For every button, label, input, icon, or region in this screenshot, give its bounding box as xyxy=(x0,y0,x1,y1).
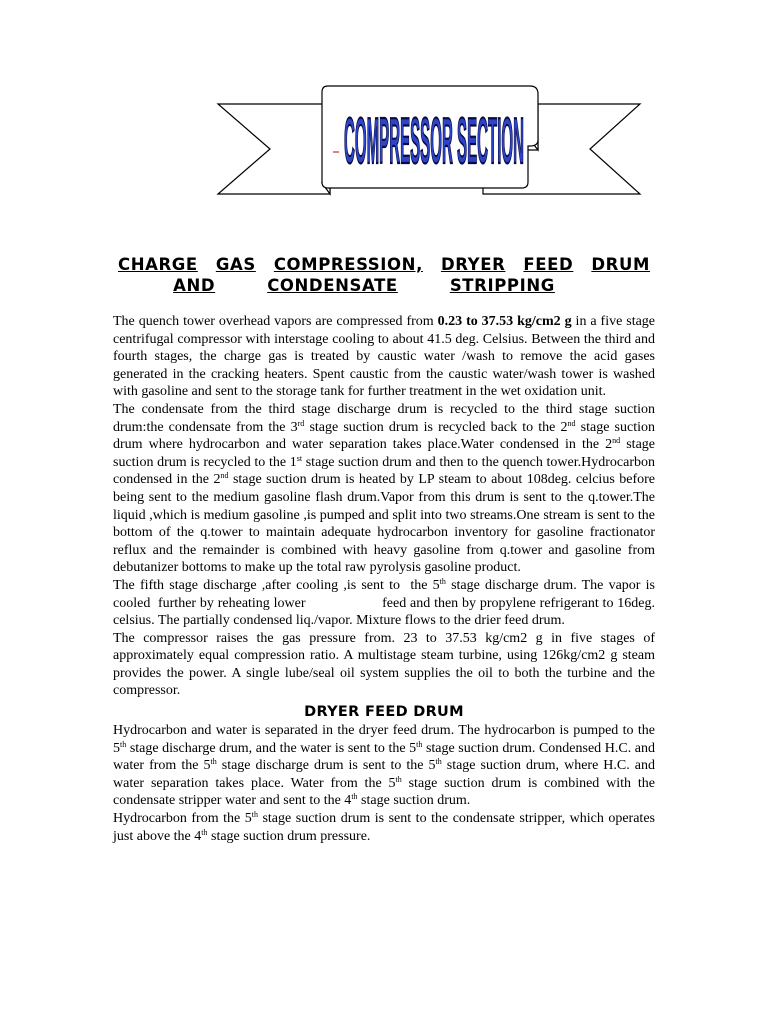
ordinal-suffix: nd xyxy=(612,436,621,446)
text-run: stage suction drum and then to the quench tower.Hydrocarbon condensed in the 2 xyxy=(113,454,655,488)
paragraph-dryer xyxy=(113,722,655,810)
text-run: stage suction drum is sent to the condensate stripper, which operates just above the 4 xyxy=(113,811,655,844)
text-run: stage suction drum. xyxy=(357,793,471,809)
text-run: stage suction drum, where H.C. and water separation takes place. Water from the 5 xyxy=(113,758,655,791)
paragraph-condensate xyxy=(113,401,655,577)
ordinal-suffix: st xyxy=(296,453,303,463)
text-run: The fifth stage discharge ,after cooling ,is sent to the 5 xyxy=(113,577,440,593)
heading-line-2 xyxy=(118,275,650,296)
text-run: stage suction drum pressure. xyxy=(207,828,371,844)
text-run: stage suction drum where hydrocarbon and water separation takes place.Water condensed in the 2 xyxy=(113,419,655,453)
document-heading xyxy=(118,254,650,296)
text-run: stage suction drum is combined with the condensate stripper water and sent to the 4 xyxy=(113,775,656,809)
paragraph-fifth-stage xyxy=(113,576,659,630)
text-run: stage suction drum is recycled to the 1 xyxy=(113,437,655,470)
heading-word: AND xyxy=(173,276,216,295)
text-run: Hydrocarbon and water is separated in the dryer feed drum. The hydrocarbon is pumped to the 5 xyxy=(113,723,655,756)
heading-word: DRYER xyxy=(440,255,506,274)
text-run: The quench tower overhead vapors are compressed from xyxy=(113,314,438,329)
text-run: stage suction drum is recycled back to the 2 xyxy=(304,419,568,435)
section-title-dryer-feed-drum: DRYER FEED DRUM xyxy=(304,704,464,721)
text-run: in a five stage centrifugal compressor with interstage cooling to about 41.5 deg. Celsius. Between the third and fourth stages, the charge gas is treated by caustic water /wash to remove the acid gases generated in the cracking heaters. Spent caustic from the caustic water/wash tower is washed with gasoline and sent to the storage tank for further treatment in the wet oxidation unit. xyxy=(113,314,656,400)
text-run: stage discharge drum. The vapor is cooled further by reheating lower feed and then by propylene refrigerant to 16deg. celsius. The partially condensed liq./vapor. Mixture flows to the drier feed drum. xyxy=(113,577,659,629)
paragraph-compression xyxy=(113,313,655,401)
document-body xyxy=(113,313,659,845)
text-run: stage discharge drum, and the water is sent to the 5 xyxy=(126,740,417,756)
ordinal-suffix: th xyxy=(251,810,258,820)
ordinal-suffix: th xyxy=(351,792,358,802)
ordinal-suffix: th xyxy=(416,739,423,749)
heading-line-1 xyxy=(118,254,650,275)
ordinal-suffix: nd xyxy=(567,418,576,428)
heading-word: GAS xyxy=(215,255,256,274)
ordinal-suffix: th xyxy=(439,576,446,586)
banner-title: COMPRESSOR SECTION xyxy=(344,103,525,178)
banner-left-tail xyxy=(218,104,330,194)
heading-word: CHARGE xyxy=(118,255,198,274)
text-run: The condensate from the third stage discharge drum is recycled to the third stage suction drum:the condensate from the 3 xyxy=(113,401,655,435)
heading-word: STRIPPING xyxy=(449,276,555,295)
text-run: Hydrocarbon from the 5 xyxy=(113,811,252,827)
ordinal-suffix: th xyxy=(435,757,442,767)
ordinal-suffix: th xyxy=(120,739,127,749)
paragraph-stripper xyxy=(113,810,655,845)
ordinal-suffix: rd xyxy=(297,418,305,428)
compressor-section-banner xyxy=(0,0,768,230)
ordinal-suffix: th xyxy=(210,757,217,767)
text-run: stage discharge drum is sent to the 5 xyxy=(216,758,436,774)
text-run: stage suction drum is heated by LP steam to about 108deg. celcius before being sent to the medium gasoline flash drum.Vapor from this drum is sent to the q.tower.The liquid ,which is medium gasoline ,is pumped and split into two streams.One stream is sent to the bottom of the q.tower to maintain adequate hydrocarbon inventory for gasoline fractionator reflux and the remainder is combined with heavy gasoline from q.tower and gasoline from debutanizer bottoms to make up the total raw pyrolysis gasoline product. xyxy=(113,472,655,576)
text-run: stage suction drum. Condensed H.C. and water from the 5 xyxy=(113,740,656,774)
heading-word: COMPRESSION, xyxy=(273,255,423,274)
heading-word: FEED xyxy=(523,255,574,274)
ordinal-suffix: th xyxy=(201,827,208,837)
pressure-range: 0.23 to 37.53 kg/cm2 g xyxy=(437,314,572,329)
heading-word: CONDENSATE xyxy=(267,276,398,295)
ordinal-suffix: nd xyxy=(220,471,229,481)
heading-word: DRUM xyxy=(591,255,650,274)
ordinal-suffix: th xyxy=(395,774,402,784)
paragraph-pressure: The compressor raises the gas pressure from. 23 to 37.53 kg/cm2 g in five stages of approximately equal compression ratio. A multistage steam turbine, using 126kg/cm2 g steam provides the power. A single lube/seal oil system supplies the oil to both the turbine and the compressor. xyxy=(113,630,655,699)
